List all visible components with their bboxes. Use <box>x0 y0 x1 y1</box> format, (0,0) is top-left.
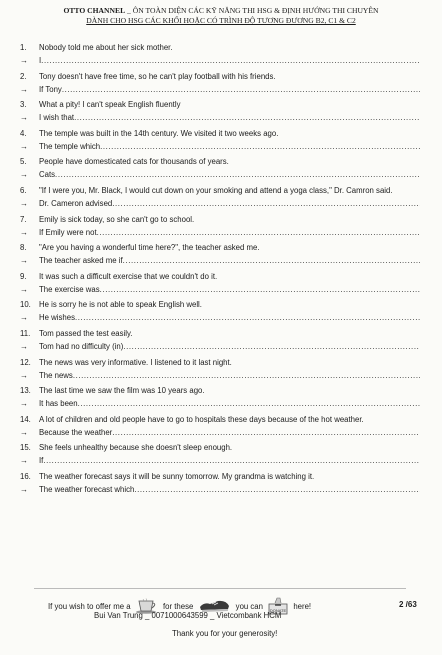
question-row <box>20 129 420 139</box>
donation-text-2: for these <box>162 602 194 612</box>
header-subtitle: _ ÔN TOÀN DIỆN CÁC KỸ NĂNG THI HSG & ĐỊNH HƯỚNG THI CHUYÊN <box>127 6 379 15</box>
answer-blank[interactable] <box>74 113 420 123</box>
answer-row <box>20 113 420 123</box>
question-text: Tony doesn't have free time, so he can't play football with his friends. <box>39 71 276 81</box>
question-text: "Are you having a wonderful time here?", the teacher asked me. <box>39 243 260 253</box>
answer-row <box>20 456 420 466</box>
arrow-icon: → <box>20 313 28 323</box>
question-number: 16. <box>20 471 31 481</box>
answer-line[interactable] <box>39 228 420 238</box>
question-number: 2. <box>20 71 27 81</box>
answer-row <box>20 170 420 180</box>
answer-prompt: If <box>39 456 44 466</box>
exercise-list <box>20 43 420 501</box>
answer-line[interactable] <box>39 56 420 66</box>
answer-prompt: If Emily were not <box>39 227 97 237</box>
answer-line[interactable] <box>39 313 420 323</box>
question-row <box>20 272 420 282</box>
answer-prompt: I wish that <box>39 113 75 123</box>
arrow-icon: → <box>20 113 28 123</box>
answer-prompt: Cats <box>39 170 56 180</box>
arrow-icon: → <box>20 370 28 380</box>
question-number: 12. <box>20 357 31 367</box>
answer-row <box>20 399 420 409</box>
svg-text:DONATE: DONATE <box>269 608 287 613</box>
arrow-icon: → <box>20 198 28 208</box>
question-row <box>20 100 420 110</box>
question-row <box>20 157 420 167</box>
answer-prompt: It has been <box>39 399 78 409</box>
question-number: 1. <box>20 43 27 52</box>
question-row <box>20 215 420 225</box>
question-row <box>20 472 420 482</box>
question-number: 7. <box>20 214 27 224</box>
exercise-item <box>20 272 420 295</box>
answer-row <box>20 285 420 295</box>
question-text: He is sorry he is not able to speak English well. <box>39 300 202 310</box>
answer-row <box>20 428 420 438</box>
answer-blank[interactable] <box>73 371 420 381</box>
arrow-icon: → <box>20 484 28 494</box>
exercise-item <box>20 386 420 409</box>
exercise-item <box>20 329 420 352</box>
answer-line[interactable] <box>39 399 420 409</box>
question-row <box>20 443 420 453</box>
question-text: The news was very informative. I listened to it last night. <box>39 357 232 367</box>
answer-prompt: The exercise was <box>39 284 100 294</box>
arrow-icon: → <box>20 56 28 65</box>
question-number: 10. <box>20 300 31 310</box>
answer-prompt: I <box>39 56 42 65</box>
arrow-icon: → <box>20 284 28 294</box>
exercise-item <box>20 72 420 95</box>
exercise-item <box>20 358 420 381</box>
question-number: 3. <box>20 100 27 110</box>
arrow-icon: → <box>20 427 28 437</box>
question-row <box>20 243 420 253</box>
question-text: Tom passed the test easily. <box>39 328 133 338</box>
question-text: The last time we saw the film was 10 years ago. <box>39 386 205 396</box>
answer-blank[interactable] <box>100 285 420 295</box>
question-text: Nobody told me about her sick mother. <box>39 43 173 52</box>
answer-blank[interactable] <box>112 428 420 438</box>
answer-blank[interactable] <box>78 399 420 409</box>
arrow-icon: → <box>20 399 28 409</box>
answer-blank[interactable] <box>62 85 420 95</box>
answer-blank[interactable] <box>41 56 420 66</box>
answer-line[interactable] <box>39 285 420 295</box>
donation-text-4: here! <box>293 602 312 612</box>
exercise-item <box>20 100 420 123</box>
page-header <box>0 6 442 26</box>
answer-prompt: Tom had no difficulty (in) <box>39 341 124 351</box>
donation-text-3: you can <box>235 602 263 612</box>
exercise-item <box>20 415 420 438</box>
arrow-icon: → <box>20 170 28 180</box>
answer-row <box>20 371 420 381</box>
question-row <box>20 72 420 82</box>
answer-line[interactable] <box>39 256 420 266</box>
question-row <box>20 43 420 53</box>
answer-row <box>20 228 420 238</box>
question-number: 11. <box>20 328 31 338</box>
answer-prompt: The teacher asked me if <box>39 256 123 266</box>
answer-blank[interactable] <box>123 342 420 352</box>
question-text: Emily is sick today, so she can't go to school. <box>39 214 195 224</box>
bank-account: Bui Van Trung _ 0071000643599 _ Vietcombank HCM <box>94 611 282 620</box>
brand-name: OTTO CHANNEL <box>63 6 126 15</box>
answer-blank[interactable] <box>123 256 420 266</box>
answer-row <box>20 199 420 209</box>
question-text: The weather forecast says it will be sunny tomorrow. My grandma is watching it. <box>39 471 315 481</box>
exercise-item <box>20 443 420 466</box>
question-number: 15. <box>20 443 31 453</box>
answer-row <box>20 85 420 95</box>
answer-line[interactable] <box>39 428 420 438</box>
footer-divider <box>34 588 406 589</box>
answer-prompt: Because the weather <box>39 427 113 437</box>
answer-line[interactable] <box>39 142 420 152</box>
answer-blank[interactable] <box>43 456 420 466</box>
exercise-item <box>20 43 420 66</box>
question-number: 6. <box>20 185 27 195</box>
answer-blank[interactable] <box>97 228 420 238</box>
answer-blank[interactable] <box>75 313 420 323</box>
answer-line[interactable] <box>39 113 420 123</box>
arrow-icon: → <box>20 141 28 151</box>
answer-blank[interactable] <box>112 199 420 209</box>
answer-line[interactable] <box>39 199 420 209</box>
question-number: 9. <box>20 271 27 281</box>
arrow-icon: → <box>20 456 28 466</box>
question-number: 5. <box>20 157 27 167</box>
answer-row <box>20 485 420 495</box>
question-row <box>20 186 420 196</box>
question-row <box>20 386 420 396</box>
question-text: She feels unhealthy because she doesn't sleep enough. <box>39 443 233 453</box>
donation-text-1: If you wish to offer me a <box>48 602 131 612</box>
question-number: 4. <box>20 128 27 138</box>
answer-row <box>20 142 420 152</box>
answer-line[interactable] <box>39 485 420 495</box>
question-text: "If I were you, Mr. Black, I would cut down on your smoking and attend a yoga class," Dr. Camron said. <box>39 185 393 195</box>
question-text: What a pity! I can't speak English fluently <box>39 100 181 110</box>
question-text: A lot of children and old people have to go to hospitals these days because of the hot weather. <box>39 414 364 424</box>
exercise-item <box>20 243 420 266</box>
exercise-item <box>20 300 420 323</box>
exercise-item <box>20 129 420 152</box>
thank-you-note: Thank you for your generosity! <box>172 629 278 638</box>
answer-line[interactable] <box>39 371 420 381</box>
question-text: The temple was built in the 14th century. We visited it two weeks ago. <box>39 128 279 138</box>
answer-blank[interactable] <box>100 142 420 152</box>
answer-prompt: He wishes <box>39 313 75 323</box>
answer-prompt: The weather forecast which <box>39 484 135 494</box>
answer-prompt: Dr. Cameron advised <box>39 198 113 208</box>
answer-row <box>20 313 420 323</box>
answer-prompt: The temple which <box>39 141 101 151</box>
question-number: 8. <box>20 243 27 253</box>
answer-row <box>20 342 420 352</box>
arrow-icon: → <box>20 256 28 266</box>
answer-prompt: The news <box>39 370 73 380</box>
question-row <box>20 358 420 368</box>
question-text: People have domesticated cats for thousands of years. <box>39 157 229 167</box>
exercise-item <box>20 215 420 238</box>
answer-line[interactable] <box>39 170 420 180</box>
answer-line[interactable] <box>39 456 420 466</box>
header-line-1 <box>0 6 442 16</box>
exercise-item <box>20 472 420 495</box>
question-number: 13. <box>20 386 31 396</box>
header-line-2: DÀNH CHO HSG CÁC KHỐI HOẶC CÓ TRÌNH ĐỘ TƯƠNG ĐƯƠNG B2, C1 & C2 <box>86 16 356 25</box>
answer-blank[interactable] <box>55 170 420 180</box>
question-row <box>20 415 420 425</box>
exercise-item <box>20 186 420 209</box>
arrow-icon: → <box>20 341 28 351</box>
question-row <box>20 329 420 339</box>
question-row <box>20 300 420 310</box>
arrow-icon: → <box>20 227 28 237</box>
page-number: 2 /63 <box>399 600 417 609</box>
answer-prompt: If Tony <box>39 84 62 94</box>
question-text: It was such a difficult exercise that we couldn't do it. <box>39 271 218 281</box>
answer-row <box>20 256 420 266</box>
answer-line[interactable] <box>39 342 420 352</box>
exercise-item <box>20 157 420 180</box>
question-number: 14. <box>20 414 31 424</box>
answer-row <box>20 56 420 66</box>
answer-line[interactable] <box>39 85 420 95</box>
arrow-icon: → <box>20 84 28 94</box>
answer-blank[interactable] <box>134 485 420 495</box>
